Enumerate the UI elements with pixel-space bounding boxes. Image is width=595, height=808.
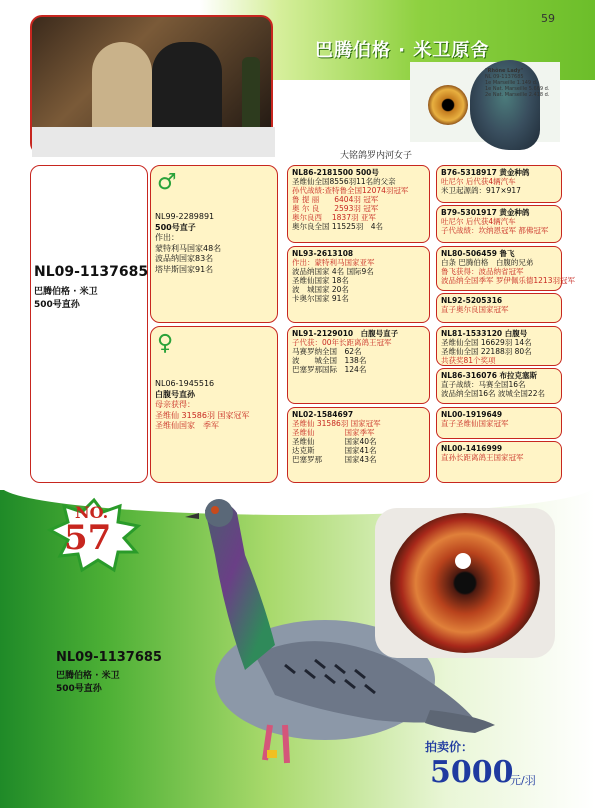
pedigree-line: 波 城国家 20名 [292, 285, 349, 294]
granddam-paternal [287, 246, 430, 323]
female-symbol: ♀ [157, 331, 174, 356]
pedigree-line: 圣维仙 31586羽 国家冠军 [292, 419, 381, 428]
ggp-ring: NL81-1533120 白腹号 [441, 329, 528, 338]
pedigree-line: 直子圣维仙国家冠军 [441, 419, 509, 428]
gp-ring: NL86-2181500 500号 [292, 168, 379, 177]
ggp-ring: B76-5318917 黄金种鸽 [441, 168, 530, 177]
ggp-cell [436, 293, 562, 323]
subject-ring: NL09-1137685 [34, 264, 149, 280]
price-label: 拍卖价： [425, 740, 474, 754]
sire-result: 波品纳国家83名 [155, 254, 214, 263]
pigeon-line2: 500号直孙 [56, 684, 102, 694]
pedigree-line: 鲁飞获得：波品纳省冠军 [441, 267, 524, 276]
gp-ring: NL02-1584697 [292, 410, 354, 419]
pedigree-line: 白条 巴腾伯格 白腹的兄弟 [441, 258, 534, 267]
gp-ring: NL93-2613108 [292, 249, 354, 258]
ggp-cell [436, 165, 562, 203]
pedigree-line: 巴塞罗那国际 124名 [292, 365, 367, 374]
sire-results-label: 作出： [155, 233, 179, 242]
header-eye-image [428, 85, 468, 125]
table [32, 127, 275, 157]
subject-box [30, 165, 148, 483]
eye-image [375, 508, 555, 658]
header-card-line: 1e Nat. Marseille 5.669 d. [485, 86, 550, 92]
pedigree-line: 波 城全国 138名 [292, 356, 367, 365]
pedigree-line: 波品纳全国季军 罗伊佩乐德1213羽冠军 [441, 276, 575, 285]
pedigree-line: 圣维仙全国 22188羽 80名 [441, 347, 532, 356]
pedigree-line: 圣维仙全国 16629羽 14名 [441, 338, 532, 347]
pedigree-line: 波品纳国家 4名 国际9名 [292, 267, 374, 276]
pedigree-line: 米卫起源鸽：917×917 [441, 186, 521, 195]
pedigree-line: 圣维仙全国8556羽11名的父亲 [292, 177, 396, 186]
pedigree-line: 达克斯 国家41名 [292, 446, 377, 455]
pedigree-line: 孙代战绩:查特鲁全国12074羽冠军 [292, 186, 409, 195]
price-value: 5000 [430, 755, 514, 790]
badge-no-label: NO. [75, 503, 109, 522]
pigeon-line1: 巴腾伯格 · 米卫 [56, 671, 120, 681]
price-unit: 元/羽 [510, 774, 536, 787]
header-card-ring: NL 09-1137685 [485, 74, 524, 80]
pedigree-line: 圣维仙 国家季军 [292, 428, 375, 437]
header-card-text [485, 68, 555, 98]
ggp-ring: B79-5301917 黄金种鸽 [441, 208, 530, 217]
pedigree-line: 马赛罗纳全国 62名 [292, 347, 362, 356]
sire-result: 蒙特利马国家48名 [155, 243, 222, 253]
dam-result: 圣维仙国家 季军 [155, 421, 219, 430]
ggp-cell [436, 407, 562, 439]
pedigree-line: 直子战绩：马赛全国16名 [441, 380, 526, 389]
pedigree-line: 子代获：00年长距离鸽王冠军 [292, 338, 392, 347]
pedigree-line: 奥尔良全国 11525羽 4名 [292, 222, 384, 231]
sire-ring: NL99-2289891 [155, 212, 215, 221]
ggp-cell [436, 368, 562, 404]
header-card-title: "Rhône Lady" [485, 68, 524, 74]
ggp-cell [436, 205, 562, 243]
pedigree-line: 鲁 提 丽 6404羽 冠军 [292, 195, 379, 204]
pedigree-line: 卡奥尔国家 91名 [292, 294, 349, 303]
granddam-maternal [287, 407, 430, 483]
ggp-ring: NL80-506459 鲁飞 [441, 249, 515, 258]
pedigree-line: 子代战绩：坎纳恩冠军 都佛冠军 [441, 226, 549, 235]
grandsire-maternal [287, 326, 430, 404]
loft-title: 巴腾伯格 · 米卫原舍 [315, 40, 490, 61]
ggp-ring: NL00-1919649 [441, 410, 503, 419]
pedigree-line: 波品纳全国16名 波城全国22名 [441, 389, 545, 398]
dam-name: 白腹号直孙 [155, 389, 195, 399]
ggp-cell [436, 246, 575, 291]
male-symbol: ♂ [157, 170, 177, 195]
sire-result: 塔毕斯国家91名 [155, 264, 214, 274]
pedigree-line: 直子奥尔良国家冠军 [441, 305, 509, 314]
badge-number: 57 [64, 518, 112, 558]
dam-mother-label: 母亲获得： [155, 400, 195, 409]
pedigree-line: 奥 尔 良 2593羽 冠军 [292, 204, 379, 213]
ggp-cell [436, 326, 562, 366]
gp-ring: NL91-2129010 白腹号直子 [292, 329, 399, 338]
header-card-line: 1e Marseille 1.149 d. [485, 80, 538, 86]
dam-result: 圣维仙 31586羽 国家冠军 [155, 410, 250, 420]
ggp-cell [436, 441, 562, 483]
grandsire-paternal [287, 165, 430, 243]
ggp-ring: NL92-5205316 [441, 296, 503, 305]
photo-caption: 大铭鸽罗内河女子 [340, 151, 413, 161]
pedigree-line: 巴塞罗那 国家43名 [292, 455, 377, 464]
eye-iris [390, 513, 540, 653]
pedigree-line: 吐尼尔 后代获4辆汽车 [441, 217, 516, 226]
pedigree-line: 奥尔良西 1837羽 亚军 [292, 213, 376, 222]
header-card-line: 2e Nat. Marseille 2.418 d. [485, 92, 550, 98]
ggp-ring: NL86-316076 布拉克塞斯 [441, 371, 538, 380]
pedigree-line: 圣维仙 国家40名 [292, 437, 377, 446]
owners-photo [30, 15, 273, 155]
dam-ring: NL06-1945516 [155, 379, 215, 388]
pedigree-line: 吐尼尔 后代获4辆汽车 [441, 177, 516, 186]
pedigree-line: 直孙长距离鸽王国家冠军 [441, 453, 524, 462]
page-number: 59 [541, 12, 555, 25]
sire-name: 500号直子 [155, 222, 196, 232]
dam-box [150, 326, 278, 483]
subject-line1: 巴腾伯格 · 米卫 [34, 287, 98, 297]
pedigree-line: 作出：蒙特利马国家亚军 [292, 258, 375, 267]
eye-highlight [455, 553, 471, 569]
ggp-ring: NL00-1416999 [441, 444, 503, 453]
pedigree-line: 共获奖81个奖项 [441, 356, 496, 365]
sire-box [150, 165, 278, 323]
subject-line2: 500号直孙 [34, 300, 80, 310]
pedigree-line: 圣维仙国家 18名 [292, 276, 349, 285]
pigeon-ring: NL09-1137685 [56, 650, 162, 665]
